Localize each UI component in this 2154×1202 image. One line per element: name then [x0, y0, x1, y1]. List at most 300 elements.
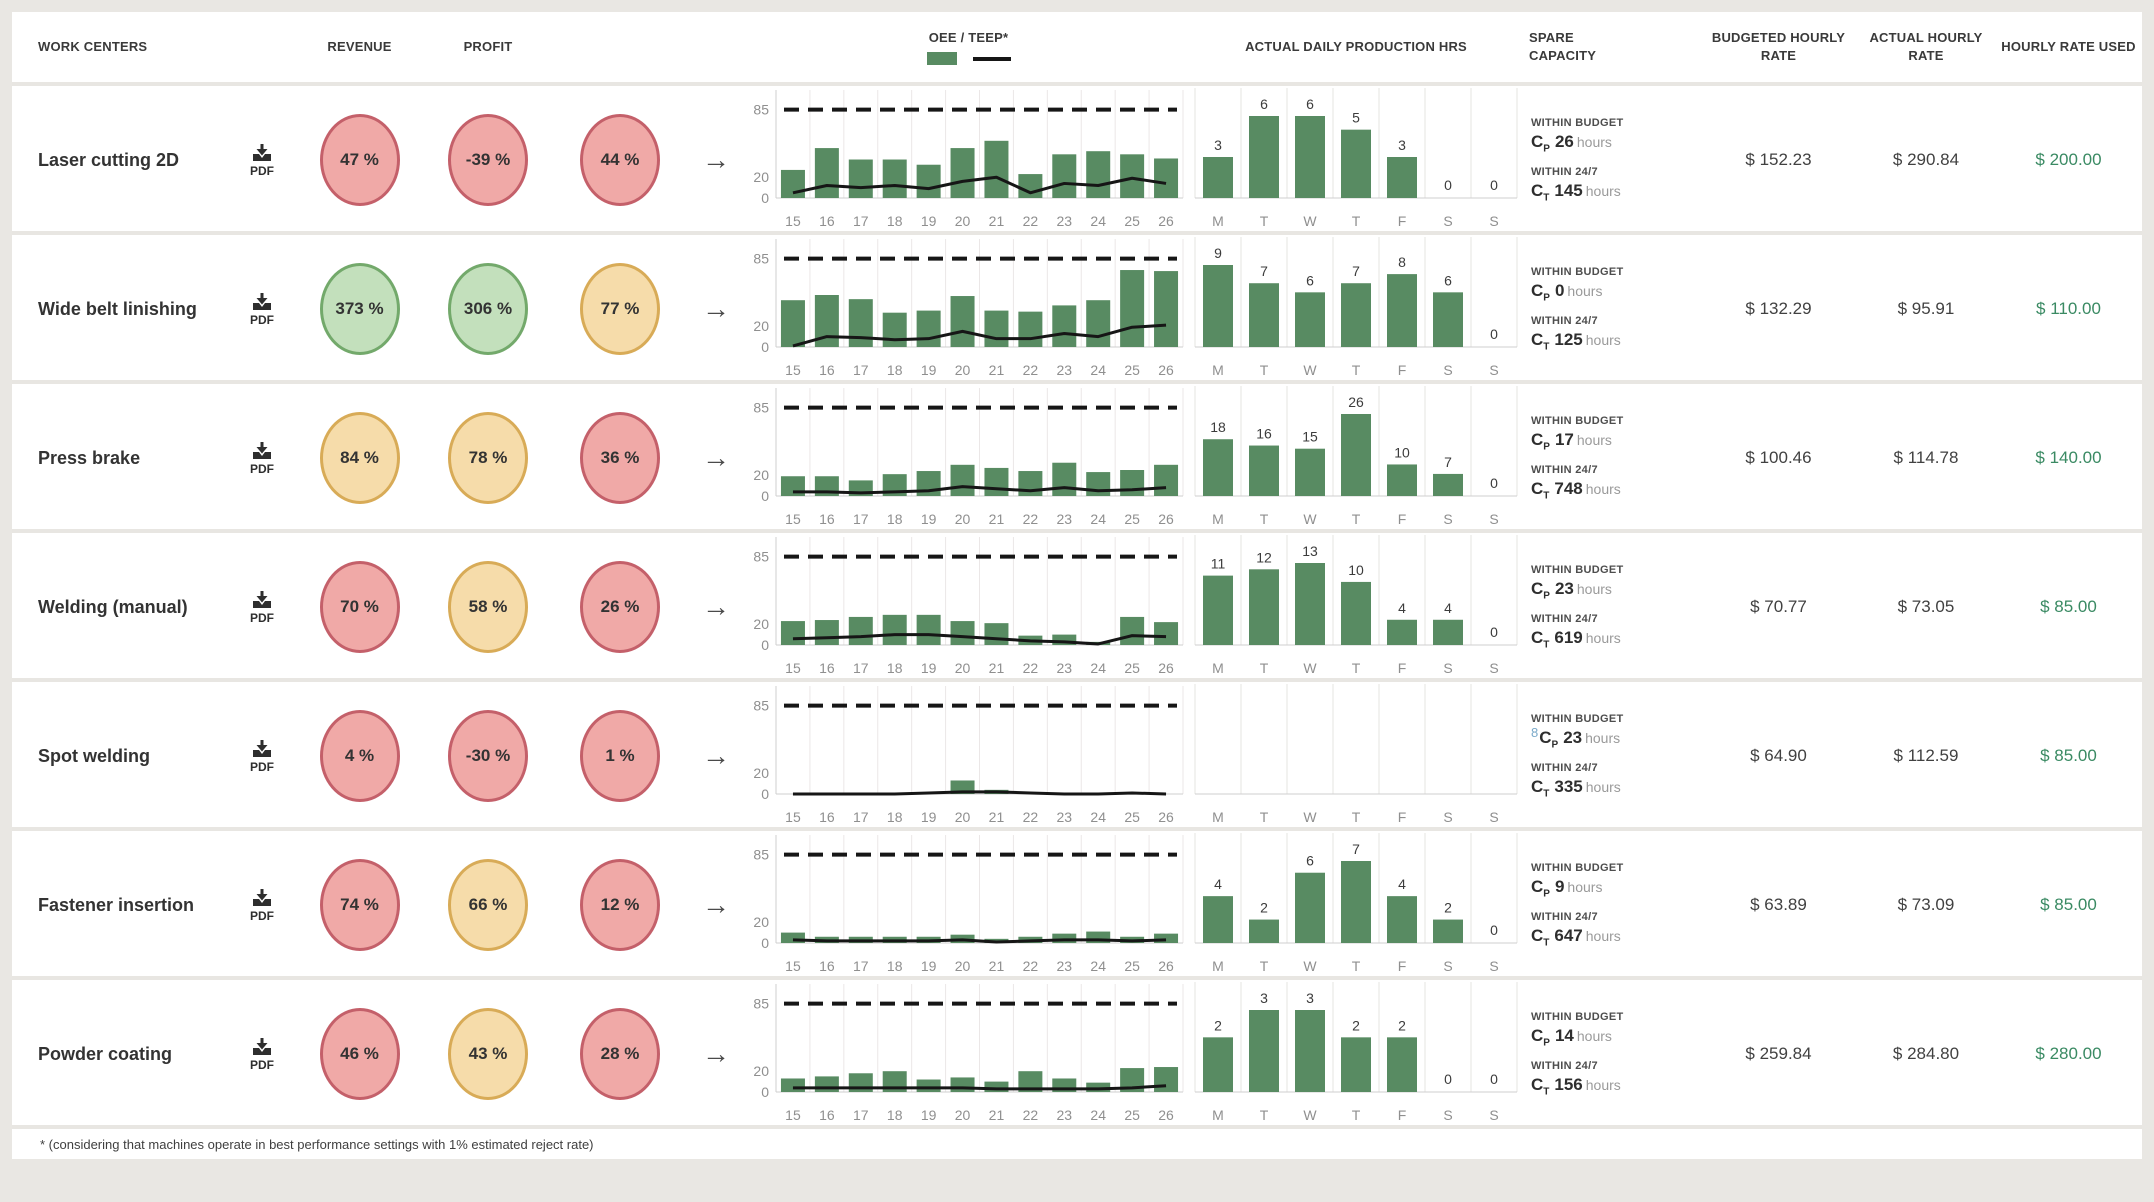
- svg-text:T: T: [1259, 660, 1269, 676]
- oee-teep-title: OEE / TEEP*: [928, 29, 1009, 45]
- svg-text:13: 13: [1302, 543, 1318, 559]
- ct-symbol: $C_T$: [1531, 181, 1550, 204]
- svg-text:F: F: [1397, 511, 1407, 527]
- pdf-label: PDF: [250, 610, 274, 625]
- within-247-block: [1531, 166, 1706, 203]
- svg-text:S: S: [1489, 511, 1499, 527]
- pdf-label: PDF: [250, 163, 274, 178]
- ct-value: 619: [1554, 628, 1583, 647]
- daily-production-chart: [1191, 86, 1521, 234]
- svg-text:23: 23: [1056, 660, 1073, 676]
- col-header-work-centers: WORK CENTERS: [38, 39, 148, 55]
- hours-unit: hours: [1567, 878, 1603, 895]
- svg-text:6: 6: [1306, 852, 1314, 869]
- svg-text:20: 20: [954, 511, 971, 527]
- actual-hourly-rate: $ 73.05: [1897, 597, 1955, 616]
- cp-symbol: $C_P$: [1531, 876, 1550, 899]
- svg-text:19: 19: [920, 660, 937, 676]
- cp-hours-line: [1531, 132, 1706, 154]
- svg-text:20: 20: [753, 1063, 769, 1080]
- cp-value: 0: [1554, 280, 1565, 300]
- svg-text:20: 20: [954, 660, 971, 676]
- hours-unit: hours: [1585, 332, 1621, 348]
- cp-value: 17: [1554, 429, 1574, 449]
- svg-text:18: 18: [886, 362, 903, 378]
- table-header: [12, 12, 2142, 82]
- svg-text:16: 16: [819, 660, 835, 676]
- within-247-block: [1531, 613, 1706, 650]
- svg-text:24: 24: [1090, 362, 1106, 378]
- cp-symbol: $C_P$: [1531, 131, 1550, 154]
- svg-text:0: 0: [761, 1084, 769, 1100]
- svg-text:S: S: [1443, 362, 1453, 378]
- svg-text:F: F: [1397, 660, 1407, 676]
- svg-text:22: 22: [1022, 660, 1039, 676]
- arrow-icon[interactable]: →: [702, 591, 730, 622]
- revenue-badge-cell: [297, 561, 422, 653]
- revenue-badge: 70 %: [320, 561, 400, 653]
- arrow-icon[interactable]: →: [702, 889, 730, 920]
- arrow-icon[interactable]: →: [702, 144, 730, 175]
- svg-text:S: S: [1489, 213, 1499, 229]
- hourly-rate-used: $ 85.00: [2040, 597, 2097, 616]
- svg-text:0: 0: [1490, 1071, 1498, 1087]
- svg-text:S: S: [1489, 958, 1499, 974]
- table-row: [12, 231, 2142, 380]
- within-budget-label: WITHIN BUDGET: [1531, 861, 1624, 874]
- svg-text:S: S: [1489, 1107, 1499, 1123]
- within-247-label: WITHIN 24/7: [1531, 911, 1598, 923]
- spare-capacity-cell: [1521, 117, 1706, 204]
- pdf-download-button[interactable]: [227, 888, 297, 923]
- actual-hourly-rate: $ 95.91: [1897, 299, 1955, 318]
- svg-text:23: 23: [1056, 213, 1073, 229]
- oee-badge-cell: [554, 1008, 686, 1100]
- revenue-badge: 74 %: [320, 859, 400, 951]
- table-row: [12, 82, 2142, 231]
- svg-text:18: 18: [886, 958, 903, 974]
- within-247-label: WITHIN 24/7: [1531, 166, 1598, 178]
- svg-text:S: S: [1489, 660, 1499, 676]
- pdf-download-button[interactable]: [227, 590, 297, 625]
- profit-badge: 43 %: [448, 1008, 528, 1100]
- cp-symbol: $C_P$: [1531, 429, 1550, 452]
- svg-text:16: 16: [1256, 425, 1272, 442]
- download-icon: [251, 292, 273, 311]
- oee-badge-cell: [554, 859, 686, 951]
- svg-text:7: 7: [1352, 263, 1360, 280]
- download-icon: [251, 590, 273, 609]
- actual-hourly-rate: $ 114.78: [1893, 448, 1959, 467]
- svg-text:15: 15: [785, 511, 801, 527]
- pdf-label: PDF: [250, 312, 274, 327]
- within-budget-block: [1531, 564, 1706, 601]
- svg-text:85: 85: [753, 399, 769, 416]
- svg-text:20: 20: [753, 169, 769, 186]
- svg-text:23: 23: [1056, 958, 1073, 974]
- svg-text:M: M: [1212, 511, 1224, 527]
- svg-text:M: M: [1212, 213, 1224, 229]
- spare-capacity-cell: [1521, 713, 1706, 800]
- cp-hours-line: [1531, 430, 1706, 452]
- svg-text:22: 22: [1022, 958, 1039, 974]
- daily-production-chart: [1191, 980, 1521, 1128]
- svg-text:20: 20: [954, 213, 971, 229]
- hours-unit: hours: [1585, 779, 1621, 795]
- oee-badge: 36 %: [580, 412, 660, 504]
- svg-text:26: 26: [1158, 958, 1174, 974]
- within-budget-block: [1531, 713, 1706, 750]
- download-icon: [251, 739, 273, 758]
- daily-production-chart: [1191, 235, 1521, 383]
- svg-text:T: T: [1259, 809, 1269, 825]
- pdf-download-button[interactable]: [227, 739, 297, 774]
- svg-text:24: 24: [1090, 511, 1106, 527]
- svg-text:16: 16: [819, 958, 835, 974]
- cp-value: 14: [1554, 1025, 1574, 1045]
- svg-text:19: 19: [920, 362, 937, 378]
- hourly-rate-used: $ 85.00: [2040, 746, 2097, 765]
- budgeted-hourly-rate: $ 132.29: [1745, 299, 1812, 318]
- svg-text:25: 25: [1124, 213, 1140, 229]
- svg-text:21: 21: [988, 362, 1005, 378]
- col-header-rate-used: HOURLY RATE USED: [2001, 39, 2136, 55]
- svg-text:4: 4: [1444, 599, 1452, 616]
- svg-text:22: 22: [1022, 1107, 1039, 1123]
- within-247-label: WITHIN 24/7: [1531, 762, 1598, 774]
- ct-symbol: $C_T$: [1531, 479, 1550, 502]
- svg-text:18: 18: [886, 1107, 903, 1123]
- hours-unit: hours: [1585, 928, 1621, 944]
- hours-unit: hours: [1576, 431, 1612, 448]
- oee-badge-cell: [554, 710, 686, 802]
- ct-hours-line: [1531, 1075, 1706, 1097]
- svg-text:3: 3: [1306, 990, 1314, 1006]
- svg-text:25: 25: [1124, 362, 1140, 378]
- revenue-badge-cell: [297, 1008, 422, 1100]
- oee-badge: 12 %: [580, 859, 660, 951]
- hours-unit: hours: [1576, 1027, 1612, 1044]
- cp-value: 23: [1563, 727, 1583, 747]
- ct-symbol: $C_T$: [1531, 926, 1550, 949]
- svg-text:W: W: [1303, 1107, 1317, 1123]
- svg-text:0: 0: [1444, 1071, 1452, 1087]
- ct-hours-line: [1531, 926, 1706, 948]
- ct-symbol: $C_T$: [1531, 628, 1550, 651]
- svg-text:M: M: [1212, 1107, 1224, 1123]
- work-center-name: Press brake: [38, 447, 141, 468]
- table-row: [12, 529, 2142, 678]
- actual-hourly-rate: $ 284.80: [1892, 1044, 1960, 1063]
- svg-text:16: 16: [819, 213, 835, 229]
- svg-text:22: 22: [1022, 213, 1039, 229]
- download-icon: [251, 441, 273, 460]
- svg-text:25: 25: [1124, 1107, 1140, 1123]
- svg-text:2: 2: [1260, 899, 1268, 916]
- svg-text:85: 85: [753, 697, 769, 714]
- hourly-rate-used: $ 280.00: [2035, 1044, 2102, 1063]
- svg-text:16: 16: [819, 809, 835, 825]
- svg-text:S: S: [1489, 809, 1499, 825]
- budgeted-hourly-rate: $ 63.89: [1750, 895, 1807, 914]
- svg-text:7: 7: [1260, 263, 1268, 280]
- profit-badge-cell: [422, 1008, 554, 1100]
- svg-text:17: 17: [853, 958, 869, 974]
- svg-text:6: 6: [1306, 272, 1314, 289]
- svg-text:W: W: [1303, 511, 1317, 527]
- pdf-label: PDF: [250, 1057, 274, 1072]
- hourly-rate-used: $ 85.00: [2040, 895, 2097, 914]
- svg-text:W: W: [1303, 660, 1317, 676]
- svg-text:21: 21: [988, 660, 1005, 676]
- ct-hours-line: [1531, 330, 1706, 352]
- oee-teep-legend: [927, 52, 1011, 65]
- svg-text:17: 17: [853, 1107, 869, 1123]
- within-budget-label: WITHIN BUDGET: [1531, 1010, 1624, 1023]
- within-budget-label: WITHIN BUDGET: [1531, 116, 1624, 129]
- svg-text:S: S: [1489, 362, 1499, 378]
- revenue-badge-cell: [297, 859, 422, 951]
- within-247-label: WITHIN 24/7: [1531, 464, 1598, 476]
- oee-badge: 1 %: [580, 710, 660, 802]
- svg-text:15: 15: [1302, 428, 1318, 445]
- budgeted-hourly-rate: $ 259.84: [1745, 1044, 1812, 1063]
- profit-badge: -30 %: [448, 710, 528, 802]
- work-center-name: Wide belt linishing: [38, 298, 197, 319]
- svg-text:9: 9: [1214, 245, 1222, 261]
- cp-value: 26: [1554, 131, 1574, 151]
- ct-symbol: $C_T$: [1531, 330, 1550, 353]
- svg-text:11: 11: [1210, 555, 1226, 572]
- svg-text:18: 18: [1210, 419, 1226, 436]
- svg-text:19: 19: [920, 958, 937, 974]
- within-budget-block: [1531, 266, 1706, 303]
- ct-symbol: $C_T$: [1531, 1075, 1550, 1098]
- hourly-rate-used: $ 110.00: [2036, 299, 2101, 318]
- hours-unit: hours: [1585, 481, 1621, 497]
- table-row: [12, 678, 2142, 827]
- svg-text:21: 21: [988, 958, 1005, 974]
- svg-text:16: 16: [819, 511, 835, 527]
- svg-text:85: 85: [753, 548, 769, 565]
- svg-text:10: 10: [1348, 561, 1364, 578]
- svg-text:20: 20: [753, 914, 769, 931]
- within-247-block: [1531, 762, 1706, 799]
- hours-unit: hours: [1585, 729, 1621, 746]
- revenue-badge-cell: [297, 412, 422, 504]
- actual-hourly-rate: $ 290.84: [1892, 150, 1960, 169]
- table-row: [12, 976, 2142, 1125]
- svg-text:85: 85: [753, 995, 769, 1012]
- col-header-spare-capacity: SPARE CAPACITY: [1529, 30, 1597, 63]
- svg-text:T: T: [1351, 1107, 1361, 1123]
- oee-badge: 44 %: [580, 114, 660, 206]
- svg-text:15: 15: [785, 660, 801, 676]
- oee-teep-chart: [746, 682, 1191, 830]
- revenue-badge: 84 %: [320, 412, 400, 504]
- table-row: [12, 380, 2142, 529]
- svg-text:15: 15: [785, 958, 801, 974]
- col-header-oee-teep: [746, 29, 1191, 66]
- svg-text:S: S: [1443, 213, 1453, 229]
- cp-symbol: $C_P$: [1531, 1025, 1550, 1048]
- within-247-label: WITHIN 24/7: [1531, 315, 1598, 327]
- svg-text:20: 20: [753, 467, 769, 484]
- svg-text:M: M: [1212, 809, 1224, 825]
- svg-text:3: 3: [1214, 137, 1222, 153]
- revenue-badge: 47 %: [320, 114, 400, 206]
- svg-text:4: 4: [1398, 599, 1406, 616]
- svg-text:T: T: [1259, 362, 1269, 378]
- svg-text:15: 15: [785, 1107, 801, 1123]
- work-center-name: Welding (manual): [38, 596, 188, 617]
- svg-text:20: 20: [954, 362, 971, 378]
- svg-text:M: M: [1212, 660, 1224, 676]
- svg-text:26: 26: [1158, 213, 1174, 229]
- svg-text:2: 2: [1214, 1017, 1222, 1034]
- cp-hours-line: [1531, 1026, 1706, 1048]
- svg-text:6: 6: [1260, 96, 1268, 112]
- profit-badge-cell: [422, 412, 554, 504]
- svg-text:3: 3: [1398, 137, 1406, 153]
- budgeted-hourly-rate: $ 70.77: [1750, 597, 1807, 616]
- svg-text:17: 17: [853, 809, 869, 825]
- svg-text:21: 21: [988, 1107, 1005, 1123]
- budgeted-hourly-rate: $ 152.23: [1745, 150, 1812, 169]
- oee-badge-cell: [554, 114, 686, 206]
- budgeted-hourly-rate: $ 64.90: [1750, 746, 1807, 765]
- profit-badge-cell: [422, 561, 554, 653]
- cp-hours-line: [1531, 281, 1706, 303]
- col-header-actual-rate: ACTUAL HOURLY RATE: [1869, 30, 1983, 63]
- profit-badge-cell: [422, 859, 554, 951]
- work-center-name: Laser cutting 2D: [38, 149, 180, 170]
- arrow-icon[interactable]: →: [702, 442, 730, 473]
- svg-text:2: 2: [1444, 899, 1452, 916]
- svg-text:26: 26: [1348, 394, 1364, 410]
- svg-text:15: 15: [785, 809, 801, 825]
- svg-text:23: 23: [1056, 511, 1073, 527]
- cp-hours-line: [1531, 579, 1706, 601]
- arrow-icon[interactable]: →: [702, 1038, 730, 1069]
- svg-text:22: 22: [1022, 362, 1039, 378]
- svg-text:6: 6: [1444, 272, 1452, 289]
- oee-teep-chart: [746, 533, 1191, 681]
- svg-text:26: 26: [1158, 660, 1174, 676]
- svg-text:25: 25: [1124, 511, 1140, 527]
- svg-text:6: 6: [1306, 96, 1314, 112]
- ct-value: 647: [1554, 926, 1583, 945]
- svg-text:W: W: [1303, 213, 1317, 229]
- pdf-label: PDF: [250, 461, 274, 476]
- within-247-label: WITHIN 24/7: [1531, 613, 1598, 625]
- within-247-label: WITHIN 24/7: [1531, 1060, 1598, 1072]
- svg-text:7: 7: [1444, 453, 1452, 470]
- arrow-icon[interactable]: →: [702, 293, 730, 324]
- svg-text:20: 20: [954, 958, 971, 974]
- svg-text:0: 0: [761, 935, 769, 951]
- profit-badge: 58 %: [448, 561, 528, 653]
- hours-unit: hours: [1585, 630, 1621, 646]
- within-247-block: [1531, 1060, 1706, 1097]
- svg-text:S: S: [1443, 809, 1453, 825]
- svg-text:26: 26: [1158, 362, 1174, 378]
- svg-text:T: T: [1351, 958, 1361, 974]
- cp-symbol: $C_P$: [1531, 578, 1550, 601]
- svg-text:15: 15: [785, 213, 801, 229]
- download-icon: [251, 1037, 273, 1056]
- svg-text:T: T: [1351, 362, 1361, 378]
- svg-text:0: 0: [761, 637, 769, 653]
- revenue-badge-cell: [297, 710, 422, 802]
- svg-text:18: 18: [886, 660, 903, 676]
- svg-text:26: 26: [1158, 1107, 1174, 1123]
- svg-text:0: 0: [761, 488, 769, 504]
- cp-value: 23: [1554, 578, 1574, 598]
- pdf-label: PDF: [250, 908, 274, 923]
- oee-teep-chart: [746, 235, 1191, 383]
- pdf-download-button[interactable]: [227, 441, 297, 476]
- svg-text:16: 16: [819, 362, 835, 378]
- ct-value: 145: [1554, 181, 1583, 200]
- pdf-download-button[interactable]: [227, 1037, 297, 1072]
- svg-text:M: M: [1212, 362, 1224, 378]
- spare-capacity-cell: [1521, 564, 1706, 651]
- svg-text:19: 19: [920, 809, 937, 825]
- within-budget-block: [1531, 862, 1706, 899]
- ct-hours-line: [1531, 628, 1706, 650]
- stray-digit: 8: [1531, 724, 1539, 740]
- svg-text:17: 17: [853, 362, 869, 378]
- col-header-budgeted-rate: BUDGETED HOURLY RATE: [1711, 30, 1846, 63]
- download-icon: [251, 143, 273, 162]
- within-247-block: [1531, 464, 1706, 501]
- daily-production-chart: [1191, 682, 1521, 830]
- svg-text:18: 18: [886, 511, 903, 527]
- svg-text:T: T: [1351, 511, 1361, 527]
- work-centers-dashboard: [12, 12, 2142, 1159]
- svg-text:0: 0: [761, 190, 769, 206]
- svg-text:F: F: [1397, 213, 1407, 229]
- within-budget-block: [1531, 117, 1706, 154]
- svg-text:2: 2: [1398, 1017, 1406, 1034]
- spare-capacity-cell: [1521, 1011, 1706, 1098]
- svg-text:W: W: [1303, 362, 1317, 378]
- pdf-download-button[interactable]: [227, 292, 297, 327]
- svg-text:21: 21: [988, 511, 1005, 527]
- within-budget-block: [1531, 1011, 1706, 1048]
- svg-text:20: 20: [753, 318, 769, 335]
- work-center-name: Spot welding: [38, 745, 150, 766]
- svg-text:8: 8: [1398, 254, 1406, 271]
- hours-unit: hours: [1567, 282, 1603, 299]
- svg-text:5: 5: [1352, 109, 1360, 126]
- svg-text:21: 21: [988, 809, 1005, 825]
- svg-text:0: 0: [1490, 475, 1498, 491]
- revenue-badge: 46 %: [320, 1008, 400, 1100]
- pdf-download-button[interactable]: [227, 143, 297, 178]
- arrow-icon[interactable]: →: [702, 740, 730, 771]
- svg-text:S: S: [1443, 511, 1453, 527]
- work-center-name: Fastener insertion: [38, 894, 195, 915]
- svg-text:25: 25: [1124, 958, 1140, 974]
- svg-text:20: 20: [954, 1107, 971, 1123]
- hours-unit: hours: [1576, 133, 1612, 150]
- within-budget-label: WITHIN BUDGET: [1531, 414, 1624, 427]
- svg-text:2: 2: [1352, 1017, 1360, 1034]
- oee-badge: 26 %: [580, 561, 660, 653]
- svg-text:0: 0: [1490, 177, 1498, 193]
